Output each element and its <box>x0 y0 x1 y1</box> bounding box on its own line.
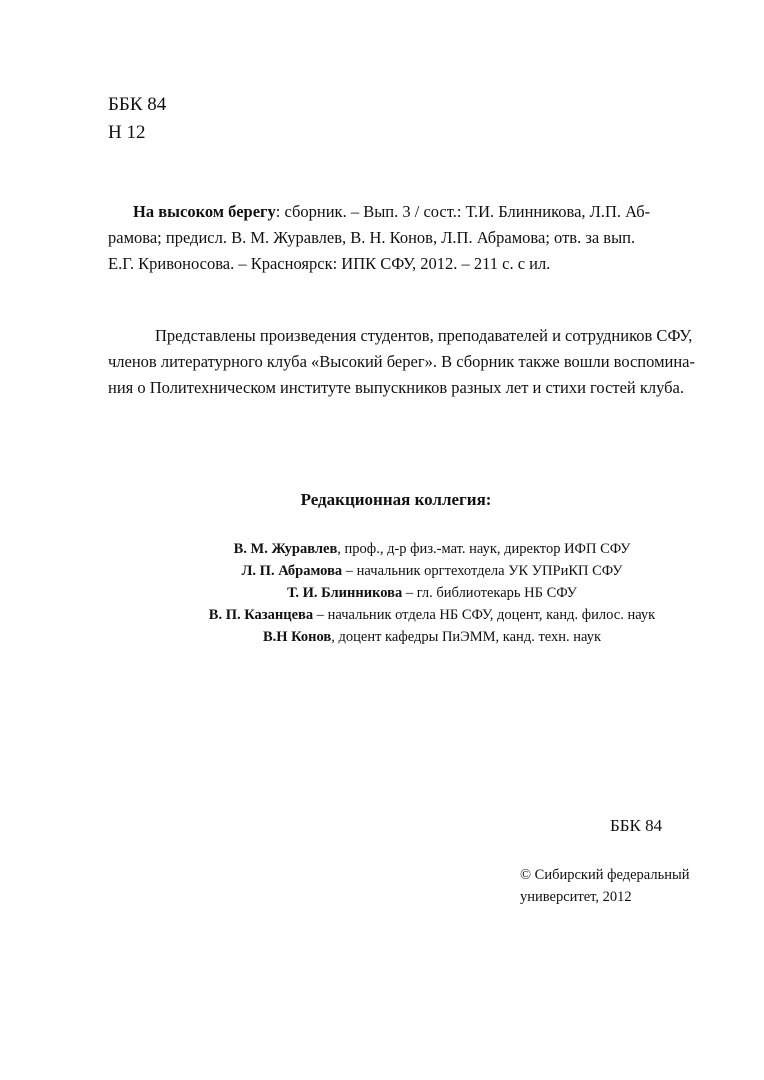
member-name: Т. И. Блинникова <box>287 585 403 601</box>
editorial-board-heading: Редакционная коллегия: <box>300 490 492 509</box>
copyright-notice <box>520 864 689 908</box>
bbk-code-bottom: ББК 84 <box>610 816 663 835</box>
book-title: На высоком берегу <box>133 202 276 221</box>
copyright-line-2: университет, 2012 <box>520 889 632 905</box>
bbk-code: ББК 84 <box>108 94 167 115</box>
author-mark: Н 12 <box>108 122 146 143</box>
member-role: – гл. библиотекарь НБ СФУ <box>402 585 577 601</box>
biblio-line-1-rest: : сборник. – Вып. 3 / сост.: Т.И. Блинникова, Л.П. Аб- <box>275 202 651 221</box>
abstract-line-1: Представлены произведения студентов, преподавателей и сотрудников СФУ, <box>155 326 693 345</box>
member-role: – начальник оргтехотдела УК УПРиКП СФУ <box>342 563 623 579</box>
abstract-line-2: членов литературного клуба «Высокий берег». В сборник также вошли воспомина- <box>108 352 695 371</box>
copyright-line-1: © Сибирский федеральный <box>520 867 690 883</box>
biblio-line-3: Е.Г. Кривоносова. – Красноярск: ИПК СФУ, 2012. – 211 с. с ил. <box>108 254 551 273</box>
board-member <box>0 560 764 582</box>
board-member <box>0 626 764 648</box>
abstract-line-3: ния о Политехническом институте выпускников разных лет и стихи гостей клуба. <box>108 378 685 397</box>
board-member <box>0 582 764 604</box>
member-role: , доцент кафедры ПиЭММ, канд. техн. наук <box>331 629 602 645</box>
member-name: В. П. Казанцева <box>208 607 314 623</box>
member-role: , проф., д-р физ.-мат. наук, директор ИФП СФУ <box>337 541 631 557</box>
biblio-line-2: рамова; предисл. В. М. Журавлев, В. Н. Конов, Л.П. Абрамова; отв. за вып. <box>108 228 636 247</box>
board-member <box>0 604 764 626</box>
board-member <box>0 538 764 560</box>
member-name: В.Н Конов <box>262 629 332 645</box>
member-name: В. М. Журавлев <box>233 541 338 557</box>
biblio-line-1 <box>133 198 650 225</box>
member-role: – начальник отдела НБ СФУ, доцент, канд. филос. наук <box>313 607 656 623</box>
member-name: Л. П. Абрамова <box>241 563 343 579</box>
